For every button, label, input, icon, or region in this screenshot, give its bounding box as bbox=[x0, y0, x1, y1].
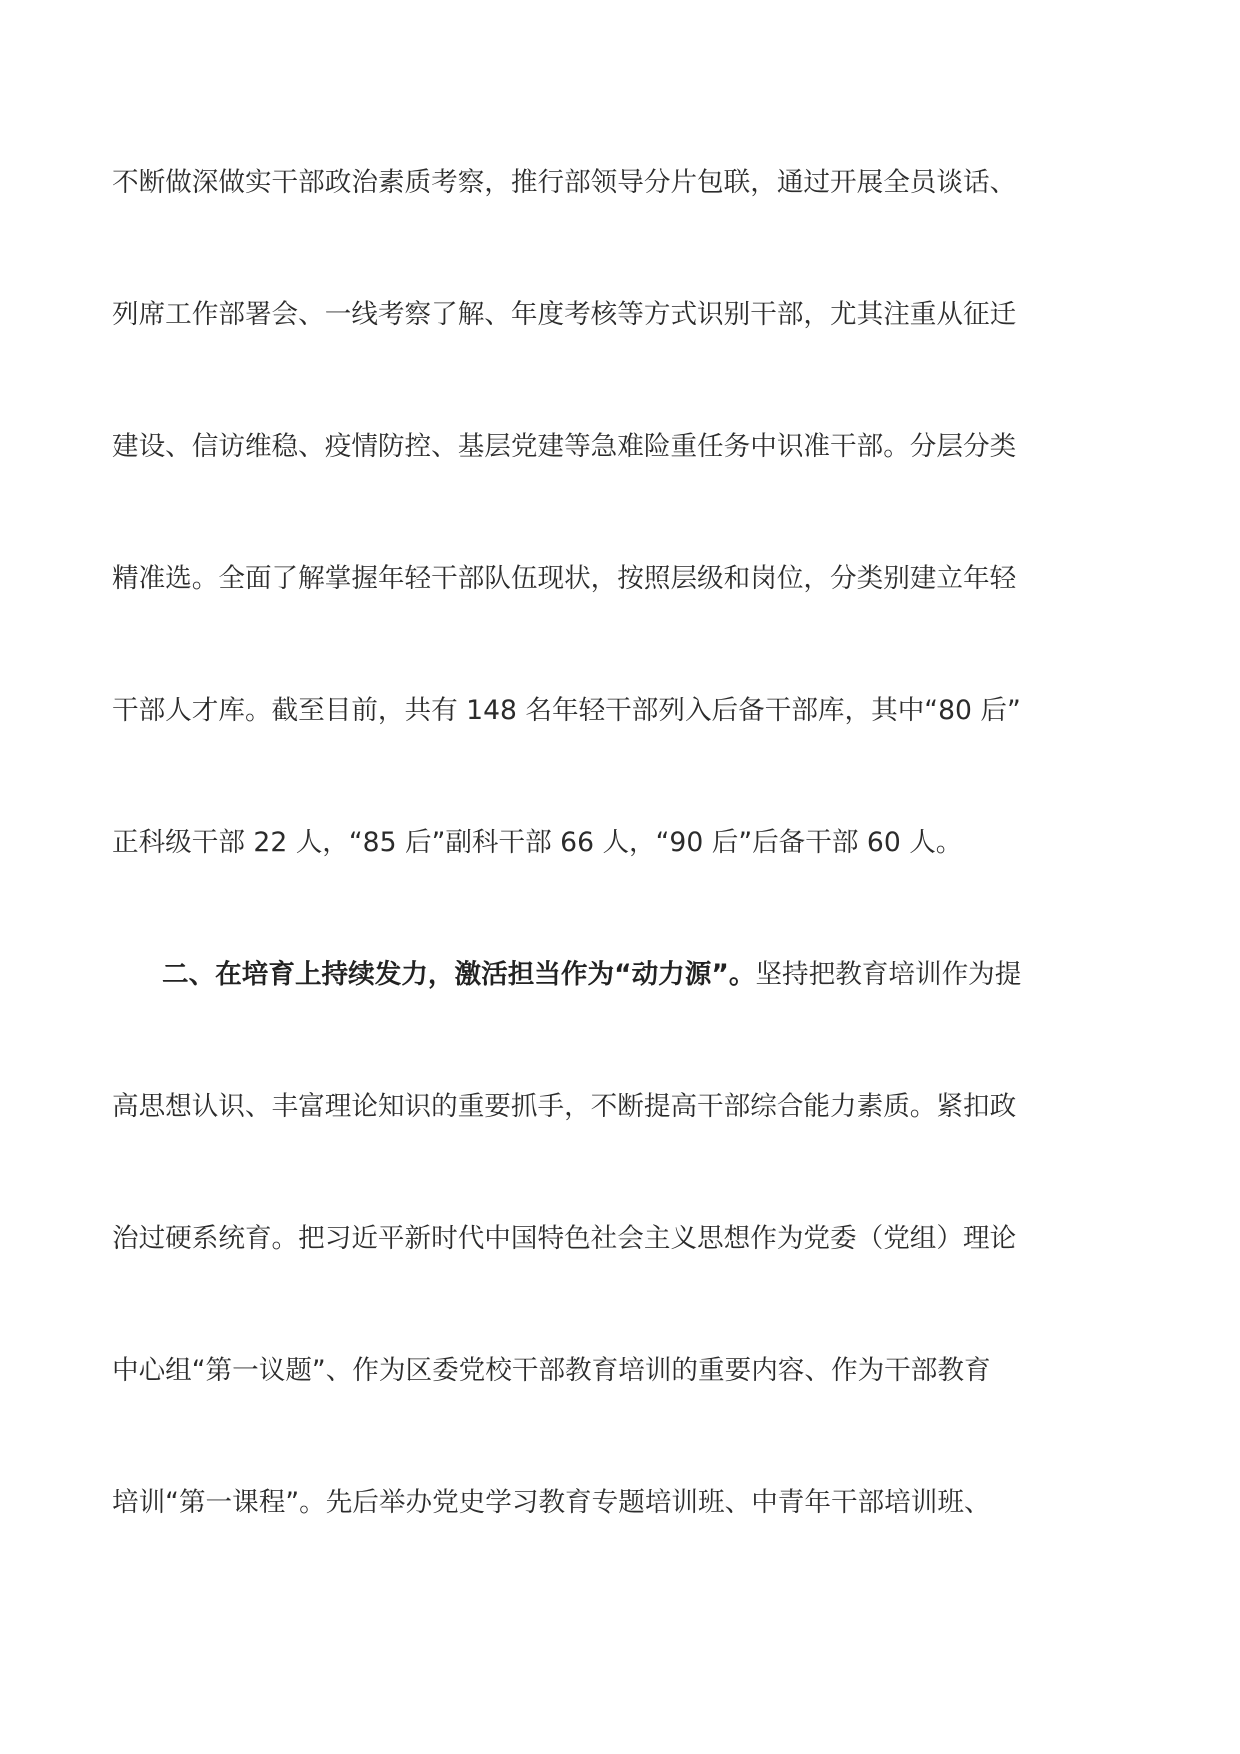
section-heading-continuation: 坚持把教育培训作为提 bbox=[755, 959, 1022, 990]
text-line: 列席工作部署会、一线考察了解、年度考核等方式识别干部，尤其注重从征迁 bbox=[112, 299, 1017, 330]
text-line: 不断做深做实干部政治素质考察，推行部领导分片包联，通过开展全员谈话、 bbox=[112, 167, 1017, 198]
text-line: 高思想认识、丰富理论知识的重要抓手，不断提高干部综合能力素质。紧扣政 bbox=[112, 1091, 1017, 1122]
text-line: 治过硬系统育。把习近平新时代中国特色社会主义思想作为党委（党组）理论 bbox=[112, 1223, 1017, 1254]
text-line: 精准选。全面了解掌握年轻干部队伍现状，按照层级和岗位，分类别建立年轻 bbox=[112, 563, 1017, 594]
text-line: 正科级干部 22 人，“85 后”副科干部 66 人，“90 后”后备干部 60 人。 bbox=[112, 827, 963, 858]
text-line: 培训“第一课程”。先后举办党史学习教育专题培训班、中青年干部培训班、 bbox=[112, 1487, 991, 1518]
text-line: 中心组“第一议题”、作为区委党校干部教育培训的重要内容、作为干部教育 bbox=[112, 1355, 991, 1386]
text-line: 干部人才库。截至目前，共有 148 名年轻干部列入后备干部库，其中“80 后” bbox=[112, 695, 1021, 726]
section-heading-line bbox=[112, 957, 1132, 1089]
section-heading: 二、在培育上持续发力，激活担当作为“动力源”。 bbox=[162, 959, 756, 990]
text-line: 建设、信访维稳、疫情防控、基层党建等急难险重任务中识准干部。分层分类 bbox=[112, 431, 1017, 462]
document-body bbox=[112, 165, 1132, 1617]
